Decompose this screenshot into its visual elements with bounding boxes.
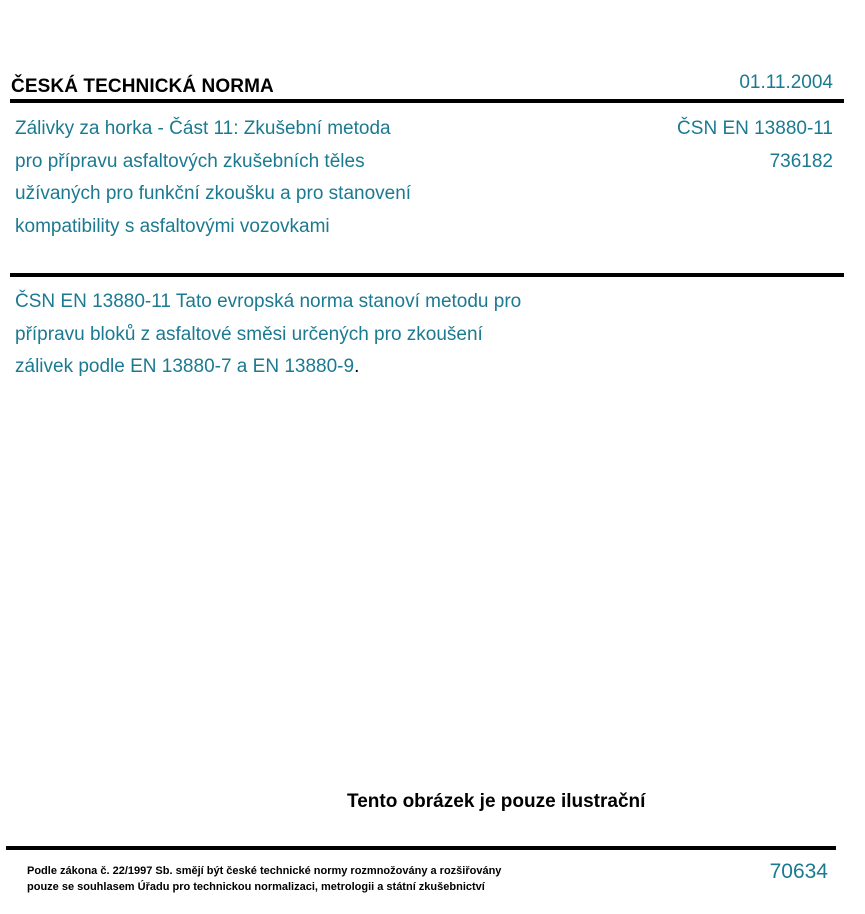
standard-title-line: pro přípravu asfaltových zkušebních těles xyxy=(15,150,365,172)
abstract-line: přípravu bloků z asfaltové směsi určených pro zkoušení xyxy=(15,323,483,345)
standard-designation: ČSN EN 13880-11 xyxy=(677,118,833,139)
abstract-line: ČSN EN 13880-11 Tato evropská norma stanoví metodu pro xyxy=(15,291,522,312)
standard-title-line: Zálivky za horka - Část 11: Zkušební metoda xyxy=(15,118,391,139)
legal-notice xyxy=(27,864,501,895)
illustration-note: Tento obrázek je pouze ilustrační xyxy=(347,791,646,812)
document-type-heading: ČESKÁ TECHNICKÁ NORMA xyxy=(11,76,274,97)
standard-title xyxy=(15,113,495,243)
standard-codes xyxy=(677,113,833,178)
abstract-line xyxy=(15,351,615,384)
legal-notice-line: Podle zákona č. 22/1997 Sb. smějí být české technické normy rozmnožovány a rozšiřovány xyxy=(27,865,502,877)
publication-date: 01.11.2004 xyxy=(739,72,833,93)
abstract xyxy=(15,286,615,384)
title-divider xyxy=(10,273,844,277)
classification-code: 736182 xyxy=(769,150,833,172)
catalog-number: 70634 xyxy=(769,860,828,883)
footer-divider xyxy=(6,846,836,850)
standard-title-line: kompatibility s asfaltovými vozovkami xyxy=(15,215,330,237)
standard-title-line: užívaných pro funkční zkoušku a pro stanovení xyxy=(15,183,412,204)
legal-notice-line: pouze se souhlasem Úřadu pro technickou normalizaci, metrologii a státní zkušebnictví xyxy=(27,880,485,893)
header-divider xyxy=(10,99,844,103)
abstract-line-text: zálivek podle EN 13880-7 a EN 13880-9 xyxy=(15,356,355,377)
abstract-end-punctuation: . xyxy=(354,356,360,377)
